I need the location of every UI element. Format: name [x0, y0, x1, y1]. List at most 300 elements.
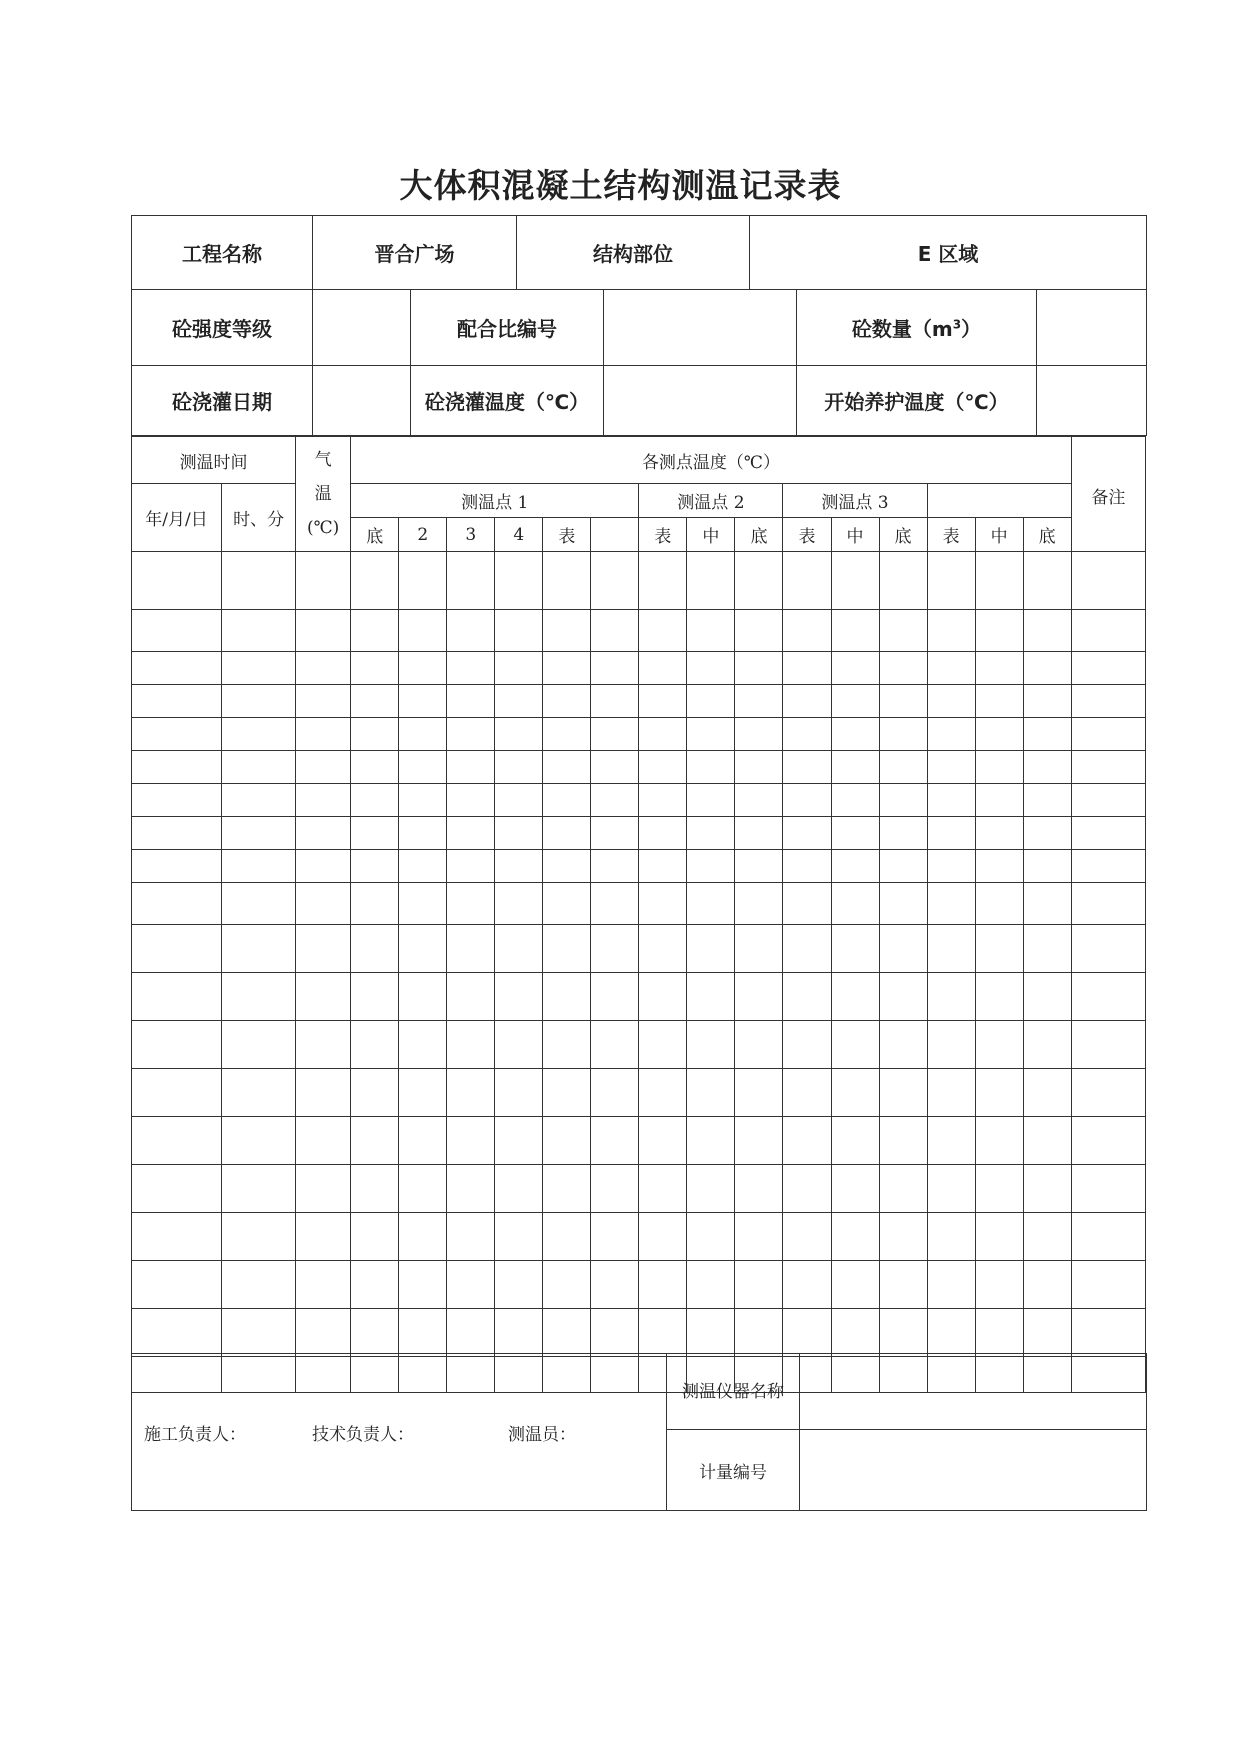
- entry-cell[interactable]: [447, 1021, 495, 1069]
- entry-cell[interactable]: [351, 1069, 399, 1117]
- entry-cell[interactable]: [296, 652, 351, 685]
- entry-cell[interactable]: [132, 552, 222, 610]
- entry-cell[interactable]: [879, 1117, 927, 1165]
- entry-cell[interactable]: [975, 925, 1023, 973]
- entry-cell[interactable]: [639, 1213, 687, 1261]
- entry-cell[interactable]: [351, 1309, 399, 1357]
- entry-cell[interactable]: [735, 1261, 783, 1309]
- entry-cell[interactable]: [927, 751, 975, 784]
- entry-cell[interactable]: [975, 883, 1023, 925]
- entry-cell[interactable]: [543, 610, 591, 652]
- entry-cell[interactable]: [447, 718, 495, 751]
- entry-cell[interactable]: [399, 1117, 447, 1165]
- entry-cell[interactable]: [591, 1021, 639, 1069]
- entry-cell[interactable]: [399, 1309, 447, 1357]
- entry-cell[interactable]: [783, 610, 831, 652]
- entry-cell[interactable]: [495, 850, 543, 883]
- entry-cell[interactable]: [687, 1069, 735, 1117]
- entry-cell[interactable]: [447, 685, 495, 718]
- entry-cell[interactable]: [447, 1069, 495, 1117]
- entry-cell[interactable]: [296, 784, 351, 817]
- entry-cell[interactable]: [927, 1309, 975, 1357]
- entry-cell[interactable]: [447, 925, 495, 973]
- entry-cell[interactable]: [1071, 973, 1145, 1021]
- entry-cell[interactable]: [132, 610, 222, 652]
- entry-cell[interactable]: [495, 652, 543, 685]
- entry-cell[interactable]: [735, 652, 783, 685]
- entry-cell[interactable]: [783, 751, 831, 784]
- entry-cell[interactable]: [831, 1261, 879, 1309]
- entry-cell[interactable]: [783, 973, 831, 1021]
- entry-cell[interactable]: [879, 610, 927, 652]
- pour-date-value[interactable]: [313, 366, 411, 436]
- entry-cell[interactable]: [975, 973, 1023, 1021]
- entry-cell[interactable]: [543, 552, 591, 610]
- entry-cell[interactable]: [687, 1165, 735, 1213]
- entry-cell[interactable]: [591, 751, 639, 784]
- entry-cell[interactable]: [495, 1117, 543, 1165]
- entry-cell[interactable]: [399, 883, 447, 925]
- entry-cell[interactable]: [831, 1117, 879, 1165]
- entry-cell[interactable]: [687, 751, 735, 784]
- entry-cell[interactable]: [591, 610, 639, 652]
- meter-number-value[interactable]: [800, 1430, 1147, 1511]
- entry-cell[interactable]: [1071, 817, 1145, 850]
- entry-cell[interactable]: [351, 685, 399, 718]
- entry-cell[interactable]: [927, 850, 975, 883]
- entry-cell[interactable]: [879, 1165, 927, 1213]
- entry-cell[interactable]: [831, 652, 879, 685]
- entry-cell[interactable]: [591, 817, 639, 850]
- entry-cell[interactable]: [639, 1069, 687, 1117]
- entry-cell[interactable]: [447, 1309, 495, 1357]
- entry-cell[interactable]: [927, 1261, 975, 1309]
- entry-cell[interactable]: [495, 973, 543, 1021]
- entry-cell[interactable]: [222, 1261, 296, 1309]
- entry-cell[interactable]: [735, 610, 783, 652]
- entry-cell[interactable]: [1071, 1213, 1145, 1261]
- entry-cell[interactable]: [879, 1213, 927, 1261]
- entry-cell[interactable]: [495, 718, 543, 751]
- entry-cell[interactable]: [495, 1261, 543, 1309]
- entry-cell[interactable]: [1023, 817, 1071, 850]
- entry-cell[interactable]: [591, 850, 639, 883]
- entry-cell[interactable]: [222, 1117, 296, 1165]
- entry-cell[interactable]: [495, 610, 543, 652]
- entry-cell[interactable]: [399, 552, 447, 610]
- entry-cell[interactable]: [591, 784, 639, 817]
- entry-cell[interactable]: [1023, 925, 1071, 973]
- entry-cell[interactable]: [1023, 1165, 1071, 1213]
- entry-cell[interactable]: [975, 1021, 1023, 1069]
- entry-cell[interactable]: [1023, 1069, 1071, 1117]
- entry-cell[interactable]: [296, 1069, 351, 1117]
- entry-cell[interactable]: [687, 883, 735, 925]
- entry-cell[interactable]: [591, 1261, 639, 1309]
- entry-cell[interactable]: [639, 850, 687, 883]
- entry-cell[interactable]: [1023, 718, 1071, 751]
- entry-cell[interactable]: [591, 1117, 639, 1165]
- entry-cell[interactable]: [447, 973, 495, 1021]
- entry-cell[interactable]: [639, 784, 687, 817]
- entry-cell[interactable]: [132, 1213, 222, 1261]
- entry-cell[interactable]: [879, 1021, 927, 1069]
- entry-cell[interactable]: [543, 652, 591, 685]
- entry-cell[interactable]: [132, 1021, 222, 1069]
- entry-cell[interactable]: [296, 850, 351, 883]
- entry-cell[interactable]: [783, 718, 831, 751]
- entry-cell[interactable]: [735, 1213, 783, 1261]
- entry-cell[interactable]: [639, 1165, 687, 1213]
- entry-cell[interactable]: [639, 973, 687, 1021]
- entry-cell[interactable]: [296, 925, 351, 973]
- entry-cell[interactable]: [132, 784, 222, 817]
- entry-cell[interactable]: [831, 784, 879, 817]
- entry-cell[interactable]: [639, 751, 687, 784]
- entry-cell[interactable]: [879, 817, 927, 850]
- entry-cell[interactable]: [132, 652, 222, 685]
- entry-cell[interactable]: [222, 1309, 296, 1357]
- entry-cell[interactable]: [351, 652, 399, 685]
- entry-cell[interactable]: [927, 925, 975, 973]
- entry-cell[interactable]: [351, 784, 399, 817]
- entry-cell[interactable]: [1023, 1117, 1071, 1165]
- entry-cell[interactable]: [831, 850, 879, 883]
- entry-cell[interactable]: [879, 718, 927, 751]
- entry-cell[interactable]: [543, 850, 591, 883]
- entry-cell[interactable]: [495, 883, 543, 925]
- entry-cell[interactable]: [687, 1261, 735, 1309]
- entry-cell[interactable]: [222, 883, 296, 925]
- entry-cell[interactable]: [687, 925, 735, 973]
- entry-cell[interactable]: [222, 850, 296, 883]
- entry-cell[interactable]: [447, 1165, 495, 1213]
- entry-cell[interactable]: [1071, 784, 1145, 817]
- entry-cell[interactable]: [132, 685, 222, 718]
- entry-cell[interactable]: [495, 925, 543, 973]
- entry-cell[interactable]: [975, 685, 1023, 718]
- project-name-value[interactable]: 晋合广场: [313, 216, 517, 290]
- entry-cell[interactable]: [639, 685, 687, 718]
- entry-cell[interactable]: [296, 1117, 351, 1165]
- entry-cell[interactable]: [927, 1213, 975, 1261]
- entry-cell[interactable]: [735, 1069, 783, 1117]
- entry-cell[interactable]: [879, 925, 927, 973]
- entry-cell[interactable]: [447, 751, 495, 784]
- entry-cell[interactable]: [296, 817, 351, 850]
- entry-cell[interactable]: [351, 1117, 399, 1165]
- entry-cell[interactable]: [132, 850, 222, 883]
- entry-cell[interactable]: [975, 1165, 1023, 1213]
- entry-cell[interactable]: [1071, 850, 1145, 883]
- entry-cell[interactable]: [296, 685, 351, 718]
- entry-cell[interactable]: [351, 1021, 399, 1069]
- entry-cell[interactable]: [879, 973, 927, 1021]
- pour-temp-value[interactable]: [604, 366, 797, 436]
- entry-cell[interactable]: [975, 1261, 1023, 1309]
- entry-cell[interactable]: [639, 610, 687, 652]
- entry-cell[interactable]: [687, 1213, 735, 1261]
- entry-cell[interactable]: [735, 1165, 783, 1213]
- entry-cell[interactable]: [687, 718, 735, 751]
- entry-cell[interactable]: [1071, 1021, 1145, 1069]
- entry-cell[interactable]: [399, 1213, 447, 1261]
- entry-cell[interactable]: [132, 1309, 222, 1357]
- entry-cell[interactable]: [447, 1261, 495, 1309]
- entry-cell[interactable]: [222, 1165, 296, 1213]
- entry-cell[interactable]: [296, 718, 351, 751]
- entry-cell[interactable]: [1023, 552, 1071, 610]
- entry-cell[interactable]: [132, 973, 222, 1021]
- entry-cell[interactable]: [879, 784, 927, 817]
- entry-cell[interactable]: [783, 883, 831, 925]
- entry-cell[interactable]: [975, 652, 1023, 685]
- entry-cell[interactable]: [296, 552, 351, 610]
- entry-cell[interactable]: [399, 817, 447, 850]
- entry-cell[interactable]: [591, 652, 639, 685]
- entry-cell[interactable]: [687, 552, 735, 610]
- entry-cell[interactable]: [296, 1021, 351, 1069]
- entry-cell[interactable]: [783, 817, 831, 850]
- entry-cell[interactable]: [543, 751, 591, 784]
- entry-cell[interactable]: [879, 1309, 927, 1357]
- entry-cell[interactable]: [296, 1213, 351, 1261]
- entry-cell[interactable]: [783, 784, 831, 817]
- entry-cell[interactable]: [543, 1021, 591, 1069]
- entry-cell[interactable]: [1071, 1261, 1145, 1309]
- entry-cell[interactable]: [222, 610, 296, 652]
- entry-cell[interactable]: [132, 751, 222, 784]
- entry-cell[interactable]: [132, 718, 222, 751]
- entry-cell[interactable]: [1023, 685, 1071, 718]
- entry-cell[interactable]: [783, 552, 831, 610]
- entry-cell[interactable]: [975, 610, 1023, 652]
- entry-cell[interactable]: [687, 610, 735, 652]
- entry-cell[interactable]: [927, 652, 975, 685]
- entry-cell[interactable]: [495, 685, 543, 718]
- entry-cell[interactable]: [639, 1261, 687, 1309]
- entry-cell[interactable]: [879, 685, 927, 718]
- entry-cell[interactable]: [831, 552, 879, 610]
- entry-cell[interactable]: [543, 1117, 591, 1165]
- entry-cell[interactable]: [735, 1309, 783, 1357]
- entry-cell[interactable]: [222, 1021, 296, 1069]
- entry-cell[interactable]: [783, 1309, 831, 1357]
- entry-cell[interactable]: [927, 973, 975, 1021]
- entry-cell[interactable]: [399, 1069, 447, 1117]
- entry-cell[interactable]: [222, 973, 296, 1021]
- entry-cell[interactable]: [447, 784, 495, 817]
- entry-cell[interactable]: [222, 784, 296, 817]
- entry-cell[interactable]: [735, 784, 783, 817]
- entry-cell[interactable]: [132, 1069, 222, 1117]
- entry-cell[interactable]: [495, 817, 543, 850]
- entry-cell[interactable]: [222, 925, 296, 973]
- entry-cell[interactable]: [879, 1261, 927, 1309]
- entry-cell[interactable]: [1071, 652, 1145, 685]
- entry-cell[interactable]: [927, 552, 975, 610]
- entry-cell[interactable]: [399, 1165, 447, 1213]
- entry-cell[interactable]: [543, 1309, 591, 1357]
- entry-cell[interactable]: [831, 925, 879, 973]
- entry-cell[interactable]: [351, 1165, 399, 1213]
- entry-cell[interactable]: [783, 1069, 831, 1117]
- entry-cell[interactable]: [591, 552, 639, 610]
- entry-cell[interactable]: [1023, 652, 1071, 685]
- entry-cell[interactable]: [1023, 883, 1071, 925]
- entry-cell[interactable]: [831, 883, 879, 925]
- entry-cell[interactable]: [222, 685, 296, 718]
- entry-cell[interactable]: [296, 1261, 351, 1309]
- entry-cell[interactable]: [399, 751, 447, 784]
- entry-cell[interactable]: [639, 1021, 687, 1069]
- entry-cell[interactable]: [831, 973, 879, 1021]
- entry-cell[interactable]: [687, 685, 735, 718]
- entry-cell[interactable]: [351, 850, 399, 883]
- entry-cell[interactable]: [351, 973, 399, 1021]
- entry-cell[interactable]: [399, 1021, 447, 1069]
- entry-cell[interactable]: [447, 552, 495, 610]
- entry-cell[interactable]: [1023, 850, 1071, 883]
- entry-cell[interactable]: [447, 610, 495, 652]
- entry-cell[interactable]: [1071, 1309, 1145, 1357]
- entry-cell[interactable]: [132, 817, 222, 850]
- entry-cell[interactable]: [351, 1213, 399, 1261]
- entry-cell[interactable]: [132, 883, 222, 925]
- entry-cell[interactable]: [543, 883, 591, 925]
- entry-cell[interactable]: [687, 850, 735, 883]
- entry-cell[interactable]: [687, 652, 735, 685]
- entry-cell[interactable]: [927, 1069, 975, 1117]
- entry-cell[interactable]: [351, 925, 399, 973]
- entry-cell[interactable]: [639, 718, 687, 751]
- entry-cell[interactable]: [399, 1261, 447, 1309]
- entry-cell[interactable]: [399, 652, 447, 685]
- entry-cell[interactable]: [879, 883, 927, 925]
- entry-cell[interactable]: [447, 652, 495, 685]
- entry-cell[interactable]: [399, 718, 447, 751]
- entry-cell[interactable]: [591, 718, 639, 751]
- entry-cell[interactable]: [735, 751, 783, 784]
- entry-cell[interactable]: [879, 552, 927, 610]
- entry-cell[interactable]: [975, 751, 1023, 784]
- entry-cell[interactable]: [222, 751, 296, 784]
- entry-cell[interactable]: [687, 817, 735, 850]
- quantity-value[interactable]: [1037, 290, 1147, 366]
- entry-cell[interactable]: [591, 883, 639, 925]
- entry-cell[interactable]: [879, 751, 927, 784]
- entry-cell[interactable]: [927, 1117, 975, 1165]
- entry-cell[interactable]: [447, 1213, 495, 1261]
- entry-cell[interactable]: [927, 718, 975, 751]
- entry-cell[interactable]: [927, 610, 975, 652]
- entry-cell[interactable]: [591, 685, 639, 718]
- entry-cell[interactable]: [975, 1309, 1023, 1357]
- instrument-name-value[interactable]: [800, 1354, 1147, 1430]
- entry-cell[interactable]: [1023, 973, 1071, 1021]
- entry-cell[interactable]: [399, 925, 447, 973]
- entry-cell[interactable]: [687, 973, 735, 1021]
- entry-cell[interactable]: [735, 1117, 783, 1165]
- entry-cell[interactable]: [735, 685, 783, 718]
- entry-cell[interactable]: [296, 751, 351, 784]
- entry-cell[interactable]: [975, 552, 1023, 610]
- entry-cell[interactable]: [639, 883, 687, 925]
- entry-cell[interactable]: [543, 784, 591, 817]
- entry-cell[interactable]: [447, 1117, 495, 1165]
- entry-cell[interactable]: [735, 1021, 783, 1069]
- entry-cell[interactable]: [927, 685, 975, 718]
- structure-part-value[interactable]: E 区域: [750, 216, 1147, 290]
- entry-cell[interactable]: [783, 1117, 831, 1165]
- entry-cell[interactable]: [1071, 925, 1145, 973]
- entry-cell[interactable]: [1023, 1021, 1071, 1069]
- entry-cell[interactable]: [975, 784, 1023, 817]
- entry-cell[interactable]: [591, 925, 639, 973]
- entry-cell[interactable]: [975, 1213, 1023, 1261]
- entry-cell[interactable]: [1071, 883, 1145, 925]
- entry-cell[interactable]: [351, 883, 399, 925]
- entry-cell[interactable]: [975, 1117, 1023, 1165]
- entry-cell[interactable]: [543, 817, 591, 850]
- entry-cell[interactable]: [296, 1309, 351, 1357]
- entry-cell[interactable]: [783, 1261, 831, 1309]
- entry-cell[interactable]: [639, 552, 687, 610]
- entry-cell[interactable]: [831, 1213, 879, 1261]
- entry-cell[interactable]: [687, 1309, 735, 1357]
- entry-cell[interactable]: [783, 850, 831, 883]
- entry-cell[interactable]: [831, 718, 879, 751]
- entry-cell[interactable]: [1071, 685, 1145, 718]
- entry-cell[interactable]: [1071, 1117, 1145, 1165]
- entry-cell[interactable]: [783, 685, 831, 718]
- entry-cell[interactable]: [132, 1165, 222, 1213]
- entry-cell[interactable]: [735, 925, 783, 973]
- entry-cell[interactable]: [831, 1021, 879, 1069]
- entry-cell[interactable]: [543, 685, 591, 718]
- entry-cell[interactable]: [222, 817, 296, 850]
- entry-cell[interactable]: [783, 1213, 831, 1261]
- entry-cell[interactable]: [351, 817, 399, 850]
- entry-cell[interactable]: [927, 784, 975, 817]
- entry-cell[interactable]: [495, 751, 543, 784]
- entry-cell[interactable]: [927, 883, 975, 925]
- entry-cell[interactable]: [1023, 1213, 1071, 1261]
- entry-cell[interactable]: [687, 1117, 735, 1165]
- entry-cell[interactable]: [1071, 552, 1145, 610]
- entry-cell[interactable]: [543, 1261, 591, 1309]
- entry-cell[interactable]: [132, 925, 222, 973]
- entry-cell[interactable]: [495, 1069, 543, 1117]
- entry-cell[interactable]: [831, 1309, 879, 1357]
- entry-cell[interactable]: [591, 1165, 639, 1213]
- entry-cell[interactable]: [543, 1213, 591, 1261]
- entry-cell[interactable]: [1023, 610, 1071, 652]
- entry-cell[interactable]: [543, 1165, 591, 1213]
- entry-cell[interactable]: [495, 1165, 543, 1213]
- entry-cell[interactable]: [1023, 751, 1071, 784]
- entry-cell[interactable]: [447, 817, 495, 850]
- entry-cell[interactable]: [975, 1069, 1023, 1117]
- entry-cell[interactable]: [1023, 1261, 1071, 1309]
- entry-cell[interactable]: [351, 610, 399, 652]
- entry-cell[interactable]: [639, 1309, 687, 1357]
- entry-cell[interactable]: [296, 1165, 351, 1213]
- entry-cell[interactable]: [543, 925, 591, 973]
- entry-cell[interactable]: [222, 1213, 296, 1261]
- entry-cell[interactable]: [399, 784, 447, 817]
- entry-cell[interactable]: [639, 1117, 687, 1165]
